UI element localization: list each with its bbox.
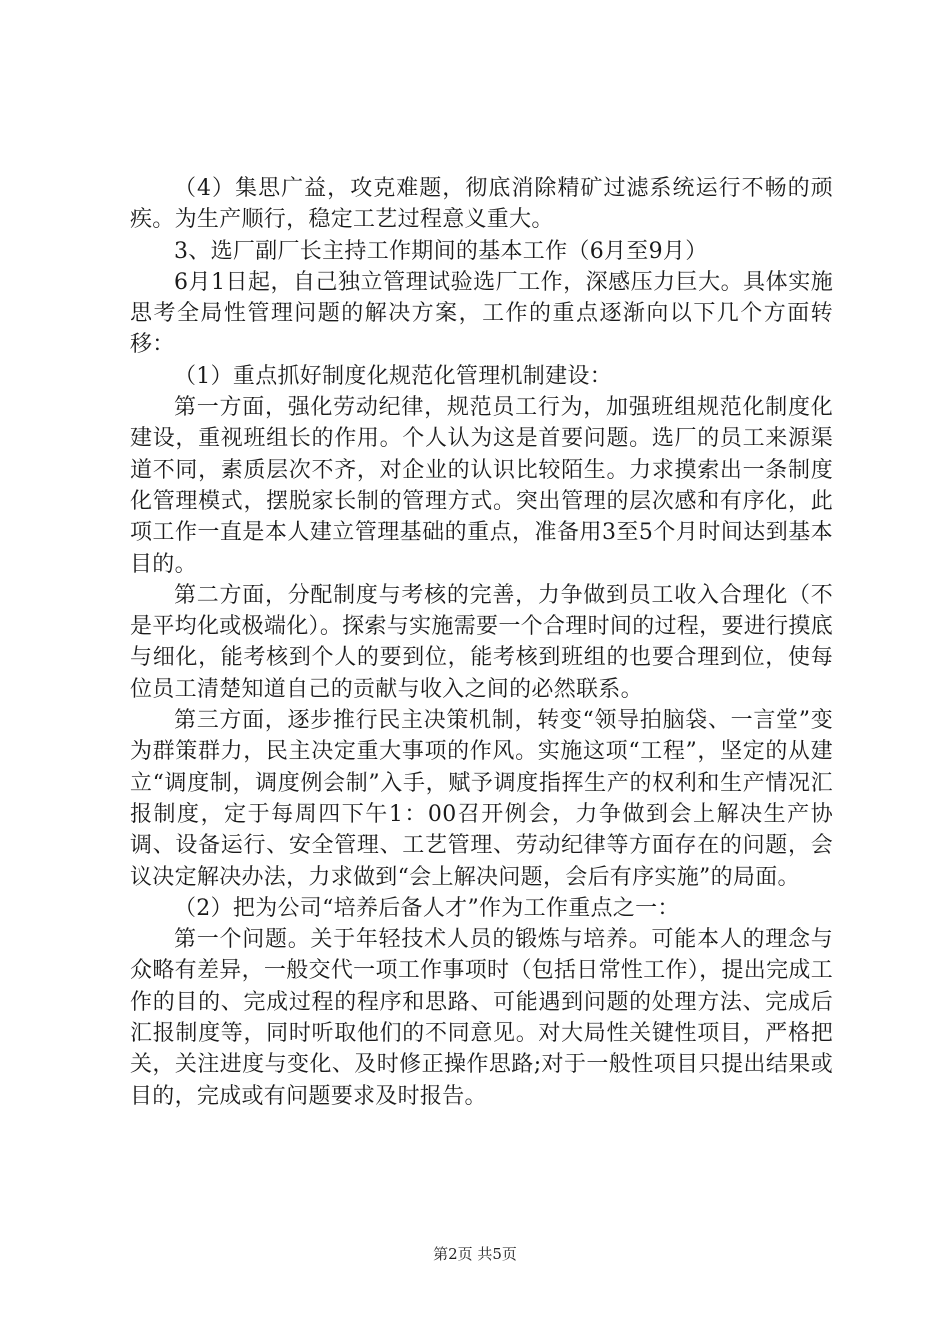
subheading-talent-reserve: （2）把为公司“培养后备人才”作为工作重点之一： <box>174 895 680 921</box>
subheading-institutional-management: （1）重点抓好制度化规范化管理机制建设： <box>174 363 612 389</box>
paragraph-june-start: 6月1日起，自己独立管理试验选厂工作，深感压力巨大。具体实施思考全局性管理问题的解决方案，工作的重点逐渐向以下几个方面转移： <box>130 269 833 358</box>
paragraph-filter-system: （4）集思广益，攻克难题，彻底消除精矿过滤系统运行不畅的顽疾。为生产顺行，稳定工艺过程意义重大。 <box>130 176 833 233</box>
page-footer: 第2页 共5页 <box>433 1245 517 1263</box>
paragraph-aspect-three: 第三方面，逐步推行民主决策机制，转变“领导拍脑袋、一言堂”变为群策群力，民主决定重大事项的作风。实施这项“工程”，坚定的从建立“调度制，调度例会制”入手，赋予调度指挥生产的权利和生产情况汇报制度，定于每周四下午1：00召开例会，力争做到会上解决生产协调、设备运行、安全管理、工艺管理、劳动纪律等方面存在的问题，会议决定解决办法，力求做到“会上解决问题，会后有序实施”的局面。 <box>130 708 833 890</box>
paragraph-aspect-two: 第二方面，分配制度与考核的完善，力争做到员工收入合理化（不是平均化或极端化）。探索与实施需要一个合理时间的过程，要进行摸底与细化，能考核到个人的要到位，能考核到班组的也要合理到位，使每位员工清楚知道自己的贡献与收入之间的必然联系。 <box>130 582 833 702</box>
paragraph-question-one: 第一个问题。关于年轻技术人员的锻炼与培养。可能本人的理念与众略有差异，一般交代一项工作事项时（包括日常性工作），提出完成工作的目的、完成过程的程序和思路、可能遇到问题的处理方法、完成后汇报制度等，同时听取他们的不同意见。对大局性关键性项目，严格把关，关注进度与变化、及时修正操作思路;对于一般性项目只提出结果或目的，完成或有问题要求及时报告。 <box>130 927 833 1109</box>
paragraph-aspect-one: 第一方面，强化劳动纪律，规范员工行为，加强班组规范化制度化建设，重视班组长的作用。个人认为这是首要问题。选厂的员工来源渠道不同，素质层次不齐，对企业的认识比较陌生。力求摸索出一条制度化管理模式，摆脱家长制的管理方式。突出管理的层次感和有序化，此项工作一直是本人建立管理基础的重点，准备用3至5个月时间达到基本目的。 <box>130 395 833 577</box>
document-body <box>130 173 833 1112</box>
section-heading-vice-director: 3、选厂副厂长主持工作期间的基本工作（6月至9月） <box>174 238 708 264</box>
